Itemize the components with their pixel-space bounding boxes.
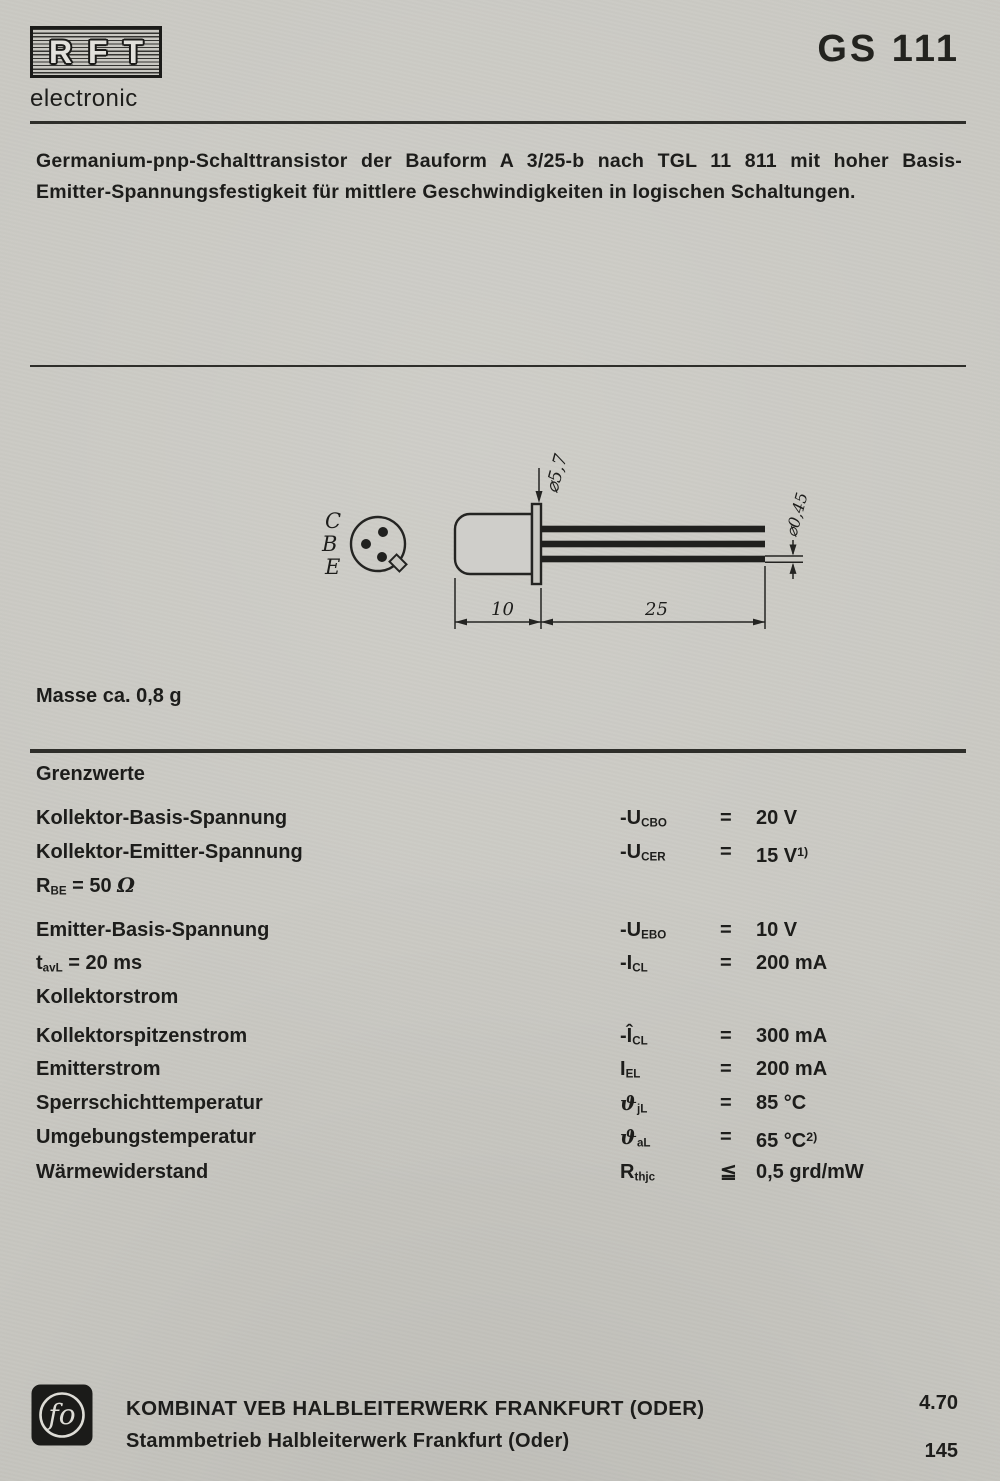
limit-value <box>756 871 964 906</box>
limit-row <box>36 1022 964 1056</box>
transistor-body <box>455 514 532 574</box>
header-divider <box>30 121 966 124</box>
limit-relation: = <box>720 918 732 941</box>
limit-parameter: $t_{avL} = 20$ ms <box>36 952 143 975</box>
limit-row <box>36 871 964 906</box>
limit-value: 0,5 grd/mW <box>756 1160 864 1183</box>
pin-dot-c <box>378 527 388 537</box>
dim-body-length: 10 <box>491 599 514 620</box>
limit-relation <box>720 983 756 1012</box>
section-divider <box>30 365 966 367</box>
limit-row <box>36 949 964 983</box>
limit-value: 200 mA <box>756 952 828 975</box>
transistor-flange <box>532 504 541 584</box>
limit-symbol: $-U_{EBO}$ <box>620 918 667 942</box>
limit-symbol: $ϑ_{aL}$ <box>620 1125 651 1150</box>
package-drawing <box>295 432 815 647</box>
dimension-lead-diameter <box>765 490 812 579</box>
limit-row <box>36 804 964 838</box>
limit-parameter: Kollektor-Basis-Spannung <box>36 807 288 829</box>
date-code: 4.70 <box>919 1392 958 1414</box>
part-number: GS 111 <box>817 28 960 70</box>
limits-table <box>36 804 964 1191</box>
limit-row <box>36 1123 964 1158</box>
limit-parameter: Sperrschichttemperatur <box>36 1091 263 1114</box>
limit-parameter: Kollektor-Emitter-Spannung <box>36 840 303 863</box>
side-view <box>455 504 765 584</box>
limit-parameter: Umgebungstemperatur <box>36 1126 257 1149</box>
limit-relation <box>720 871 756 906</box>
limit-parameter: Wärmewiderstand <box>36 1160 209 1183</box>
limit-symbol: $-U_{CBO}$ <box>620 807 667 830</box>
limit-parameter: Kollektorspitzenstrom <box>36 1024 248 1047</box>
limit-row <box>36 983 964 1012</box>
manufacturer-line-1: KOMBINAT VEB HALBLEITERWERK FRANKFURT (ODER) <box>126 1397 705 1420</box>
limit-symbol: $I_{EL}$ <box>620 1058 641 1081</box>
limit-relation: = <box>720 1126 732 1149</box>
limits-heading: Grenzwerte <box>36 763 145 785</box>
limit-symbol: $-Î_{CL}$ <box>620 1024 648 1048</box>
pin-dot-e <box>377 552 387 562</box>
limit-symbol <box>620 871 720 906</box>
brand-subtitle: electronic <box>30 85 138 112</box>
dim-lead-length: 25 <box>645 599 668 620</box>
limit-value: 10 V <box>756 918 798 941</box>
limit-parameter: Emitterstrom <box>36 1058 161 1081</box>
limit-value: 85 °C <box>756 1091 807 1114</box>
limit-row <box>36 838 964 872</box>
limit-symbol: $ϑ_{jL}$ <box>620 1090 648 1116</box>
mass-note: Masse ca. 0,8 g <box>36 685 182 707</box>
rft-logo-box <box>30 26 162 78</box>
index-tab <box>390 555 407 572</box>
dim-lead-diameter: ⌀0,45 <box>781 490 812 540</box>
lead-wire <box>541 526 765 533</box>
hfo-logo <box>30 1383 94 1447</box>
page-number: 145 <box>924 1440 958 1462</box>
limit-relation: = <box>720 807 732 829</box>
description-line-1: Germanium-pnp-Schalttransistor der Bauform A 3/25-b nach TGL 11 811 mit hoher Basis- <box>36 150 962 172</box>
limits-divider <box>30 749 966 753</box>
limit-row <box>36 1158 964 1192</box>
limit-symbol: $-I_{CL}$ <box>620 952 648 975</box>
limit-parameter: Emitter-Basis-Spannung <box>36 918 270 941</box>
limit-value: 300 mA <box>756 1024 828 1047</box>
pin-dot-b <box>361 539 371 549</box>
rft-letter-t: T <box>123 34 144 70</box>
rft-logo <box>30 26 162 113</box>
pin-label-c: C <box>325 509 342 533</box>
limit-relation: = <box>720 1091 732 1114</box>
limit-parameter: $R_{BE} = 50$ Ω <box>36 873 135 898</box>
limit-value: 20 V <box>756 807 798 829</box>
hfo-logo-glyph: fo <box>48 1398 76 1431</box>
dimension-lengths <box>455 566 765 629</box>
pin-label-e: E <box>325 555 341 579</box>
dimension-body-diameter <box>536 451 573 503</box>
rft-letter-r: R <box>48 34 73 70</box>
limit-symbol: $-U_{CER}$ <box>620 840 666 864</box>
dim-body-diameter: ⌀5,7 <box>541 451 573 496</box>
limit-row <box>36 916 964 950</box>
limit-value: 15 $V^{1)}$ <box>756 844 809 867</box>
pinout-view <box>321 509 406 579</box>
lead-wire <box>541 556 765 563</box>
limit-value: 65 $^\circ C^{2)}$ <box>756 1130 818 1153</box>
limit-symbol: $R_{thjc}$ <box>620 1160 656 1184</box>
limit-row <box>36 1055 964 1089</box>
limit-relation: ≦ <box>720 1160 737 1183</box>
limit-value: 200 mA <box>756 1058 828 1081</box>
limit-row <box>36 1089 964 1124</box>
limit-symbol <box>620 983 720 1012</box>
rft-letter-f: F <box>87 34 108 70</box>
description <box>36 146 962 208</box>
manufacturer-line-2: Stammbetrieb Halbleiterwerk Frankfurt (Oder) <box>126 1430 570 1452</box>
pin-label-b: B <box>322 532 338 556</box>
description-line-2: Emitter-Spannungsfestigkeit für mittlere Geschwindigkeiten in logischen Schaltungen. <box>36 181 856 203</box>
lead-wire <box>541 541 765 548</box>
limit-relation: = <box>720 1058 732 1081</box>
limit-relation: = <box>720 952 732 975</box>
limit-relation: = <box>720 840 732 863</box>
limit-relation: = <box>720 1024 732 1047</box>
limit-value <box>756 983 964 1012</box>
limit-parameter: Kollektorstrom <box>36 985 179 1008</box>
